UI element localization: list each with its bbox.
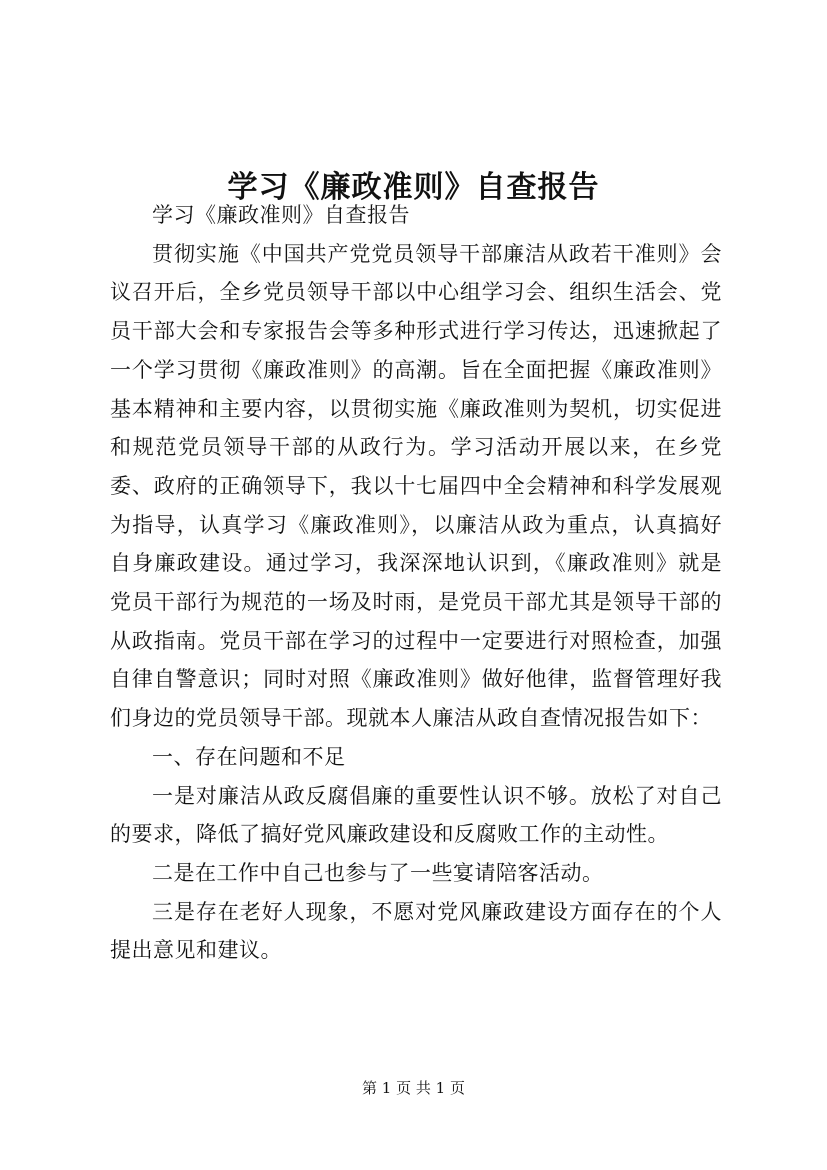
document-title: 学习《廉政准则》自查报告 — [227, 170, 600, 206]
issue-paragraph-3: 三是存在老好人现象，不愿对党风廉政建设方面存在的个人提出意见和建议。 — [110, 899, 722, 963]
issue-paragraph-2: 二是在工作中自己也参与了一些宴请陪客活动。 — [152, 860, 604, 885]
issue-paragraph-1: 一是对廉洁从政反腐倡廉的重要性认识不够。放松了对自己的要求，降低了搞好党风廉政建设和反腐败工作的主动性。 — [110, 783, 722, 847]
page-footer: 第 1 页 共 1 页 — [362, 1079, 465, 1097]
section-heading: 一、存在问题和不足 — [152, 744, 346, 769]
intro-paragraph: 贯彻实施《中国共产党党员领导干部廉洁从政若干准则》会议召开后，全乡党员领导干部以中心组学习会、组织生活会、党员干部大会和专家报告会等多种形式进行学习传达，迅速掀起了一个学习贯彻《廉政准则》的高潮。旨在全面把握《廉政准则》基本精神和主要内容，以贯彻实施《廉政准则为契机，切实促进和规范党员领导干部的从政行为。学习活动开展以来，在乡党委、政府的正确领导下，我以十七届四中全会精神和科学发展观为指导，认真学习《廉政准则》，以廉洁从政为重点，认真搞好自身廉政建设。通过学习，我深深地认识到，《廉政准则》就是党员干部行为规范的一场及时雨，是党员干部尤其是领导干部的从政指南。党员干部在学习的过程中一定要进行对照检查，加强自律自警意识；同时对照《廉政准则》做好他律，监督管理好我们身边的党员领导干部。现就本人廉洁从政自查情况报告如下： — [110, 241, 722, 731]
document-body — [110, 196, 722, 970]
subtitle-paragraph: 学习《廉政准则》自查报告 — [152, 203, 410, 227]
